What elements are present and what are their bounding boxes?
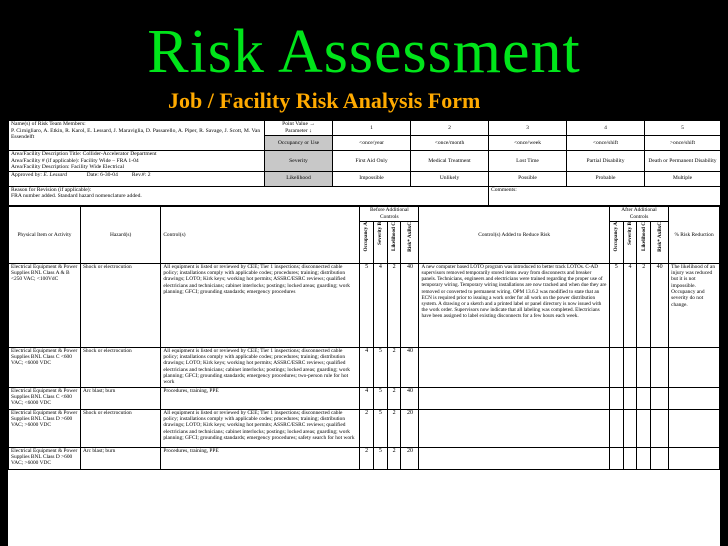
row-severity: 4 xyxy=(373,263,387,347)
row-severity: 5 xyxy=(373,387,387,409)
col-header-reduction: % Risk Reduction xyxy=(669,206,720,263)
after-severity-label: Severity B xyxy=(626,221,633,245)
occupancy-level-2: <once/month xyxy=(411,136,489,151)
team-label: Name(s) of Risk Team Members: xyxy=(11,121,86,127)
occupancy-level-1: <once/year xyxy=(333,136,411,151)
row-item: Electrical Equipment & Power Supplies BNL Class D >600 VAC; >6000 VDC xyxy=(9,409,81,447)
severity-level-1: First Aid Only xyxy=(333,151,411,172)
row-risk: 40 xyxy=(401,347,419,387)
occupancy-level-3: <once/week xyxy=(489,136,567,151)
approval-cell xyxy=(9,171,265,186)
col-header-item: Physical Item or Activity xyxy=(9,206,81,263)
row-severity-after: 4 xyxy=(623,263,637,347)
after-likelihood-header xyxy=(637,221,651,263)
before-controls-header: Before Additional Controls xyxy=(360,206,419,221)
row-hazard: Arc blast; burn xyxy=(80,387,160,409)
row-risk-after xyxy=(651,347,669,387)
row-item: Electrical Equipment & Power Supplies BNL Class A & B <250 VAC; <100VdC xyxy=(9,263,81,347)
row-occupancy-after xyxy=(609,347,623,387)
param-likelihood: Likelihood xyxy=(265,171,333,186)
before-risk-label: Risk* AxBxC xyxy=(406,221,413,252)
row-likelihood-after: 2 xyxy=(637,263,651,347)
row-added-controls xyxy=(419,409,609,447)
row-controls: All equipment is listed or reviewed by CEE; Tier 1 inspections; disconnected cable policy; installations comply with applicable codes; procedures; training; distribution drawings; LOTO; Kirk keys; working hot permits; ASSRC/ESRC reviews; qualified electricians and technicians; cabinet interlocks; postings; locked areas; guarding; work planning; GFCI; grounding standards; emergency procedures; two-person rule for hot work xyxy=(161,347,360,387)
severity-level-4: Partial Disability xyxy=(567,151,645,172)
before-likelihood-label: Likelihood C xyxy=(390,221,397,251)
row-severity: 5 xyxy=(373,347,387,387)
occupancy-level-4: <once/shift xyxy=(567,136,645,151)
after-occupancy-label: Occupancy A xyxy=(613,221,620,252)
comments-label: Comments: xyxy=(491,186,517,193)
before-severity-label: Severity B xyxy=(377,221,384,245)
row-hazard: Arc blast; burn xyxy=(80,447,160,469)
row-hazard: Shock or electrocution xyxy=(80,263,160,347)
row-added-controls xyxy=(419,387,609,409)
point-value-2: 2 xyxy=(411,121,489,136)
risk-analysis-form xyxy=(8,120,720,546)
after-severity-header xyxy=(623,221,637,263)
risk-table xyxy=(8,206,720,470)
area-title: Area/Facility Description Title: Collider-Accelerator Department xyxy=(11,151,157,157)
row-occupancy: 4 xyxy=(360,387,374,409)
row-occupancy: 2 xyxy=(360,447,374,469)
likelihood-level-4: Probable xyxy=(567,171,645,186)
row-risk-after xyxy=(651,387,669,409)
row-likelihood: 2 xyxy=(387,263,401,347)
table-row xyxy=(9,387,720,409)
row-likelihood-after xyxy=(637,409,651,447)
date-value: 6-30-04 xyxy=(100,171,118,178)
form-header-table xyxy=(8,120,720,206)
point-value-1: 1 xyxy=(333,121,411,136)
row-likelihood: 2 xyxy=(387,387,401,409)
severity-level-2: Medical Treatment xyxy=(411,151,489,172)
row-hazard: Shock or electrocution xyxy=(80,409,160,447)
area-info-cell xyxy=(9,151,265,172)
likelihood-level-1: Impossible xyxy=(333,171,411,186)
before-occupancy-header xyxy=(360,221,374,263)
param-severity: Severity xyxy=(265,151,333,172)
before-occupancy-label: Occupancy A xyxy=(363,221,370,252)
col-header-hazard: Hazard(s) xyxy=(80,206,160,263)
comments-cell xyxy=(489,186,721,205)
col-header-controls: Control(s) xyxy=(161,206,360,263)
row-occupancy: 5 xyxy=(360,263,374,347)
row-severity-after xyxy=(623,387,637,409)
row-item: Electrical Equipment & Power Supplies BNL Class C <600 VAC; <6000 VDC xyxy=(9,347,81,387)
row-controls: All equipment is listed or reviewed by CEE; Tier 1 inspections; disconnected cable policy; installations comply with applicable codes; procedures; training; distribution drawings; LOTO; Kirk keys; working hot permits; ASSRC/ESRC reviews; qualified electricians and technicians; cabinet interlocks; postings; locked areas; guarding; work planning; GFCI; grounding standards; emergency procedures; safety search for hot work xyxy=(161,409,360,447)
row-reduction xyxy=(669,387,720,409)
approved-signature: E. Lessard xyxy=(43,171,68,178)
after-risk-header xyxy=(651,221,669,263)
row-likelihood-after xyxy=(637,387,651,409)
area-description: Area/Facility Description: Facility Wide Electrical xyxy=(11,164,125,171)
before-risk-header xyxy=(401,221,419,263)
row-controls: Procedures, training, PPE xyxy=(161,447,360,469)
page-title: Risk Assessment xyxy=(147,18,581,86)
rev-value: 2 xyxy=(147,171,151,178)
row-added-controls: A new computer based LOTO program was introduced to better track LOTOs. C-AD supervisors removed temporarily stored items away from disconnects and breaker panels. Technicians, engineers and electricians were trained regarding the proper use of temporary wiring. Temporary wiring installations are now tracked and when due they are removed or converted to permanent wiring. OPM 13.6.2 was modified to state that an ECN is required prior to issuing a work order for all work on the power distribution system. A drawing or a sketch and a printed label or panel directory is now issued with the work order. Supervisors now indicate that all labeling was completed. Electricians have been assigned to label existing disconnects for a few hours each week. xyxy=(419,263,609,347)
row-occupancy: 2 xyxy=(360,409,374,447)
row-likelihood: 2 xyxy=(387,347,401,387)
team-members: P. Cirnigliaro, A. Etkin, R. Karol, E. Lessard, J. Maraviglia, D. Passarello, A. Piper, R. Savage, J. Scott, M. Van Essendelft xyxy=(11,127,261,141)
severity-level-5: Death or Permanent Disability xyxy=(645,151,721,172)
after-controls-header: After Additional Controls xyxy=(609,206,668,221)
row-occupancy-after xyxy=(609,447,623,469)
row-reduction xyxy=(669,447,720,469)
point-value-label: Point Value → xyxy=(282,121,315,128)
row-reduction xyxy=(669,347,720,387)
reason-value: FRA number added. Standard hazard nomenclature added. xyxy=(11,193,142,200)
param-occupancy: Occupancy or Use xyxy=(265,136,333,151)
row-item: Electrical Equipment & Power Supplies BNL Class D >600 VAC; >6000 VDC xyxy=(9,447,81,469)
row-added-controls xyxy=(419,447,609,469)
row-occupancy: 4 xyxy=(360,347,374,387)
row-likelihood: 2 xyxy=(387,447,401,469)
point-value-5: 5 xyxy=(645,121,721,136)
row-risk-after xyxy=(651,447,669,469)
row-reduction xyxy=(669,409,720,447)
table-row xyxy=(9,447,720,469)
row-hazard: Shock or electrocution xyxy=(80,347,160,387)
page-subtitle: Job / Facility Risk Analysis Form xyxy=(168,88,481,113)
after-occupancy-header xyxy=(609,221,623,263)
row-likelihood: 2 xyxy=(387,409,401,447)
likelihood-level-5: Multiple xyxy=(645,171,721,186)
row-risk-after: 40 xyxy=(651,263,669,347)
row-occupancy-after xyxy=(609,387,623,409)
row-reduction: The likelihood of an injury was reduced but it is not impossible. Occupancy and severity do not change. xyxy=(669,263,720,347)
reason-label: Reason for Revision (if applicable): xyxy=(11,186,92,193)
area-number: Area/Facility # (if applicable): Facility Wide – FRA 1-04 xyxy=(11,157,139,164)
row-occupancy-after xyxy=(609,409,623,447)
table-row xyxy=(9,347,720,387)
rev-label: Rev.#: xyxy=(131,171,147,178)
row-item: Electrical Equipment & Power Supplies BNL Class C <600 VAC; <6000 VDC xyxy=(9,387,81,409)
point-value-header xyxy=(265,121,333,136)
row-risk: 40 xyxy=(401,387,419,409)
row-likelihood-after xyxy=(637,447,651,469)
col-header-added: Control(s) Added to Reduce Risk xyxy=(419,206,609,263)
before-severity-header xyxy=(373,221,387,263)
table-row xyxy=(9,263,720,347)
date-label: Date: xyxy=(86,171,99,178)
after-risk-label: Risk* AxBxC xyxy=(656,221,663,252)
row-occupancy-after: 5 xyxy=(609,263,623,347)
approved-label: Approved by: xyxy=(11,171,42,178)
row-risk-after xyxy=(651,409,669,447)
row-controls: Procedures, training, PPE xyxy=(161,387,360,409)
row-severity-after xyxy=(623,409,637,447)
row-severity: 5 xyxy=(373,447,387,469)
parameter-label: Parameter ↓ xyxy=(285,128,312,134)
row-severity: 5 xyxy=(373,409,387,447)
row-risk: 20 xyxy=(401,447,419,469)
row-controls: All equipment is listed or reviewed by CEE; Tier 1 inspections; disconnected cable policy; installations comply with applicable codes; procedures; training; distribution drawings; LOTO; Kirk keys; working hot permits; ASSRC/ESRC reviews; qualified electricians and technicians; cabinet interlocks; postings; locked areas; guarding; work planning; GFCI; grounding standards; emergency procedures xyxy=(161,263,360,347)
reason-cell xyxy=(9,186,489,205)
likelihood-level-3: Possible xyxy=(489,171,567,186)
before-likelihood-header xyxy=(387,221,401,263)
row-severity-after xyxy=(623,347,637,387)
team-members-cell xyxy=(9,121,265,151)
row-severity-after xyxy=(623,447,637,469)
occupancy-level-5: >once/shift xyxy=(645,136,721,151)
after-likelihood-label: Likelihood C xyxy=(640,221,647,251)
table-row xyxy=(9,409,720,447)
severity-level-3: Lost Time xyxy=(489,151,567,172)
point-value-3: 3 xyxy=(489,121,567,136)
likelihood-level-2: Unlikely xyxy=(411,171,489,186)
row-added-controls xyxy=(419,347,609,387)
row-likelihood-after xyxy=(637,347,651,387)
row-risk: 40 xyxy=(401,263,419,347)
point-value-4: 4 xyxy=(567,121,645,136)
row-risk: 20 xyxy=(401,409,419,447)
